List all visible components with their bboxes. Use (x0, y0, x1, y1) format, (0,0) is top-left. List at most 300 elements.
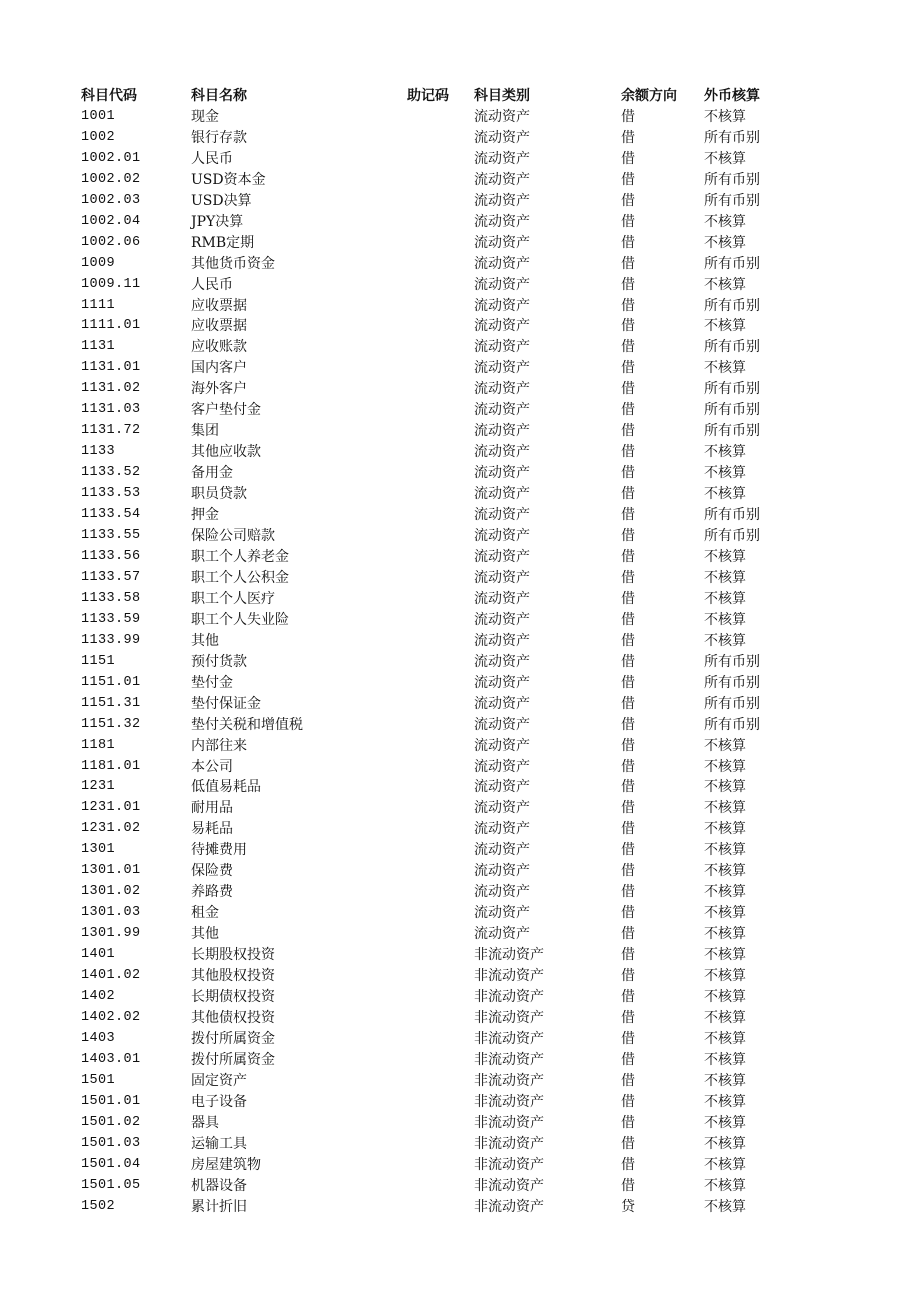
cell-balance-direction: 借 (621, 234, 635, 251)
cell-account-code: 1131 (81, 339, 116, 355)
cell-account-type: 非流动资产 (474, 1030, 544, 1047)
cell-account-name: 客户垫付金 (191, 402, 261, 419)
table-row (80, 1113, 920, 1134)
cell-account-type: 非流动资产 (474, 968, 544, 985)
cell-mnemonic (406, 610, 473, 631)
account-table (80, 86, 920, 1217)
cell-account-code: 1151.32 (81, 716, 141, 732)
cell-foreign-currency: 所有币别 (704, 255, 760, 272)
cell-account-code: 1002 (81, 129, 116, 145)
cell-mnemonic (406, 945, 473, 966)
cell-foreign-currency: 所有币别 (704, 129, 760, 146)
cell-foreign-currency: 所有币别 (704, 528, 760, 545)
cell-foreign-currency: 不核算 (704, 486, 746, 503)
table-row (80, 191, 920, 212)
cell-account-code: 1133.58 (81, 590, 141, 606)
cell-foreign-currency: 所有币别 (704, 339, 760, 356)
cell-balance-direction: 借 (621, 381, 635, 398)
table-row (80, 568, 920, 589)
cell-account-type: 流动资产 (474, 360, 530, 377)
cell-account-name: 保险公司赔款 (191, 528, 275, 545)
cell-account-name: 机器设备 (191, 1177, 247, 1194)
cell-balance-direction: 借 (621, 1072, 635, 1089)
table-row (80, 442, 920, 463)
cell-account-name: 其他货币资金 (191, 255, 275, 272)
cell-account-name: 预付货款 (191, 653, 247, 670)
cell-account-code: 1133.53 (81, 486, 141, 502)
cell-account-name: 应收票据 (191, 318, 247, 335)
cell-foreign-currency: 不核算 (704, 1177, 746, 1194)
cell-mnemonic (406, 1134, 473, 1155)
table-row (80, 358, 920, 379)
cell-foreign-currency: 不核算 (704, 779, 746, 796)
cell-account-name: 其他 (191, 926, 219, 943)
cell-account-name: 人民币 (191, 276, 233, 293)
cell-balance-direction: 借 (621, 947, 635, 964)
cell-account-name: 垫付金 (191, 674, 233, 691)
cell-account-type: 非流动资产 (474, 1156, 544, 1173)
table-row (80, 736, 920, 757)
cell-foreign-currency: 不核算 (704, 1051, 746, 1068)
cell-account-code: 1111.01 (81, 318, 141, 334)
cell-foreign-currency: 不核算 (704, 213, 746, 230)
cell-foreign-currency: 不核算 (704, 444, 746, 461)
cell-balance-direction: 借 (621, 779, 635, 796)
table-row (80, 1071, 920, 1092)
cell-account-name: 运输工具 (191, 1135, 247, 1152)
header-foreign-currency: 外币核算 (704, 88, 760, 104)
cell-account-code: 1131.02 (81, 381, 141, 397)
cell-balance-direction: 借 (621, 842, 635, 859)
cell-balance-direction: 借 (621, 988, 635, 1005)
cell-account-type: 流动资产 (474, 297, 530, 314)
cell-balance-direction: 借 (621, 129, 635, 146)
cell-balance-direction: 借 (621, 695, 635, 712)
table-row (80, 1197, 920, 1218)
table-row (80, 275, 920, 296)
cell-account-type: 流动资产 (474, 276, 530, 293)
cell-mnemonic (406, 757, 473, 778)
cell-account-code: 1002.03 (81, 192, 141, 208)
cell-balance-direction: 借 (621, 800, 635, 817)
cell-mnemonic (406, 1155, 473, 1176)
cell-balance-direction: 借 (621, 758, 635, 775)
cell-foreign-currency: 不核算 (704, 863, 746, 880)
cell-account-name: 其他债权投资 (191, 1009, 275, 1026)
cell-account-type: 流动资产 (474, 507, 530, 524)
table-row (80, 149, 920, 170)
cell-account-type: 流动资产 (474, 800, 530, 817)
table-row (80, 673, 920, 694)
table-row (80, 694, 920, 715)
cell-account-type: 流动资产 (474, 108, 530, 125)
cell-balance-direction: 借 (621, 905, 635, 922)
cell-account-name: 养路费 (191, 884, 233, 901)
table-row (80, 233, 920, 254)
header-row (80, 86, 920, 107)
cell-account-name: 低值易耗品 (191, 779, 261, 796)
cell-mnemonic (406, 254, 473, 275)
cell-balance-direction: 贷 (621, 1198, 635, 1215)
cell-account-code: 1131.72 (81, 423, 141, 439)
cell-balance-direction: 借 (621, 213, 635, 230)
cell-mnemonic (406, 337, 473, 358)
cell-balance-direction: 借 (621, 171, 635, 188)
cell-balance-direction: 借 (621, 297, 635, 314)
cell-account-code: 1403 (81, 1030, 116, 1046)
cell-mnemonic (406, 1029, 473, 1050)
cell-balance-direction: 借 (621, 884, 635, 901)
cell-foreign-currency: 不核算 (704, 821, 746, 838)
cell-account-name: 人民币 (191, 150, 233, 167)
cell-account-name: 职工个人失业险 (191, 611, 289, 628)
cell-foreign-currency: 不核算 (704, 1072, 746, 1089)
table-row (80, 337, 920, 358)
cell-account-code: 1301 (81, 842, 116, 858)
cell-account-code: 1402 (81, 988, 116, 1004)
table-row (80, 316, 920, 337)
cell-account-type: 流动资产 (474, 737, 530, 754)
cell-foreign-currency: 不核算 (704, 905, 746, 922)
cell-account-code: 1151 (81, 653, 116, 669)
table-row (80, 1176, 920, 1197)
cell-account-name: RMB定期 (191, 234, 255, 251)
cell-account-name: 职工个人公积金 (191, 569, 289, 586)
cell-foreign-currency: 不核算 (704, 548, 746, 565)
cell-account-type: 流动资产 (474, 779, 530, 796)
table-row (80, 212, 920, 233)
cell-foreign-currency: 所有币别 (704, 716, 760, 733)
cell-account-code: 1502 (81, 1198, 116, 1214)
cell-account-code: 1231.02 (81, 821, 141, 837)
table-body (80, 107, 920, 1218)
cell-account-name: 拨付所属资金 (191, 1051, 275, 1068)
cell-account-type: 流动资产 (474, 339, 530, 356)
cell-mnemonic (406, 505, 473, 526)
table-row (80, 757, 920, 778)
cell-account-name: 拨付所属资金 (191, 1030, 275, 1047)
cell-mnemonic (406, 694, 473, 715)
cell-account-type: 流动资产 (474, 381, 530, 398)
cell-balance-direction: 借 (621, 1156, 635, 1173)
cell-account-code: 1501.04 (81, 1156, 141, 1172)
cell-foreign-currency: 不核算 (704, 947, 746, 964)
cell-account-code: 1401.02 (81, 968, 141, 984)
cell-account-type: 流动资产 (474, 465, 530, 482)
cell-account-name: 长期债权投资 (191, 988, 275, 1005)
cell-account-type: 流动资产 (474, 821, 530, 838)
cell-account-type: 流动资产 (474, 653, 530, 670)
cell-balance-direction: 借 (621, 1030, 635, 1047)
cell-account-code: 1501 (81, 1072, 116, 1088)
cell-foreign-currency: 不核算 (704, 1156, 746, 1173)
cell-foreign-currency: 所有币别 (704, 674, 760, 691)
cell-account-code: 1403.01 (81, 1051, 141, 1067)
cell-mnemonic (406, 652, 473, 673)
cell-balance-direction: 借 (621, 1114, 635, 1131)
table-row (80, 882, 920, 903)
cell-account-code: 1133.59 (81, 611, 141, 627)
cell-account-type: 非流动资产 (474, 1114, 544, 1131)
cell-account-name: 垫付保证金 (191, 695, 261, 712)
cell-foreign-currency: 不核算 (704, 1093, 746, 1110)
header-account-type: 科目类别 (474, 88, 530, 104)
cell-foreign-currency: 不核算 (704, 360, 746, 377)
cell-account-type: 流动资产 (474, 444, 530, 461)
cell-account-code: 1133.57 (81, 569, 141, 585)
cell-account-name: 其他应收款 (191, 444, 261, 461)
cell-account-code: 1501.02 (81, 1114, 141, 1130)
cell-foreign-currency: 不核算 (704, 569, 746, 586)
cell-foreign-currency: 不核算 (704, 150, 746, 167)
cell-balance-direction: 借 (621, 507, 635, 524)
cell-foreign-currency: 所有币别 (704, 653, 760, 670)
cell-mnemonic (406, 840, 473, 861)
cell-account-type: 流动资产 (474, 213, 530, 230)
cell-account-code: 1301.01 (81, 863, 141, 879)
cell-mnemonic (406, 1008, 473, 1029)
table-row (80, 526, 920, 547)
cell-account-name: 应收账款 (191, 339, 247, 356)
cell-balance-direction: 借 (621, 737, 635, 754)
cell-mnemonic (406, 526, 473, 547)
cell-mnemonic (406, 107, 473, 128)
cell-account-name: 应收票据 (191, 297, 247, 314)
cell-balance-direction: 借 (621, 632, 635, 649)
cell-balance-direction: 借 (621, 528, 635, 545)
cell-account-code: 1002.01 (81, 150, 141, 166)
cell-account-code: 1131.01 (81, 360, 141, 376)
cell-mnemonic (406, 212, 473, 233)
table-row (80, 1134, 920, 1155)
table-row (80, 903, 920, 924)
cell-mnemonic (406, 547, 473, 568)
cell-mnemonic (406, 715, 473, 736)
cell-balance-direction: 借 (621, 402, 635, 419)
cell-mnemonic (406, 882, 473, 903)
table-row (80, 1155, 920, 1176)
cell-account-code: 1401 (81, 947, 116, 963)
cell-account-name: 职工个人养老金 (191, 548, 289, 565)
cell-mnemonic (406, 296, 473, 317)
cell-foreign-currency: 不核算 (704, 611, 746, 628)
table-row (80, 505, 920, 526)
cell-account-code: 1301.99 (81, 926, 141, 942)
cell-balance-direction: 借 (621, 821, 635, 838)
cell-foreign-currency: 所有币别 (704, 192, 760, 209)
cell-account-name: 海外客户 (191, 381, 247, 398)
account-sheet (0, 86, 920, 1217)
cell-account-code: 1151.01 (81, 674, 141, 690)
cell-balance-direction: 借 (621, 674, 635, 691)
cell-account-type: 流动资产 (474, 569, 530, 586)
table-row (80, 484, 920, 505)
table-row (80, 777, 920, 798)
cell-foreign-currency: 不核算 (704, 800, 746, 817)
cell-foreign-currency: 不核算 (704, 758, 746, 775)
cell-foreign-currency: 不核算 (704, 737, 746, 754)
cell-account-code: 1402.02 (81, 1009, 141, 1025)
cell-account-name: 现金 (191, 108, 219, 125)
cell-account-name: 本公司 (191, 758, 233, 775)
cell-account-type: 流动资产 (474, 402, 530, 419)
table-row (80, 819, 920, 840)
cell-balance-direction: 借 (621, 339, 635, 356)
cell-foreign-currency: 不核算 (704, 108, 746, 125)
cell-foreign-currency: 不核算 (704, 632, 746, 649)
cell-balance-direction: 借 (621, 611, 635, 628)
cell-account-type: 流动资产 (474, 528, 530, 545)
cell-balance-direction: 借 (621, 716, 635, 733)
table-row (80, 107, 920, 128)
cell-account-type: 流动资产 (474, 486, 530, 503)
cell-balance-direction: 借 (621, 968, 635, 985)
cell-mnemonic (406, 191, 473, 212)
cell-mnemonic (406, 358, 473, 379)
table-row (80, 715, 920, 736)
table-row (80, 861, 920, 882)
cell-foreign-currency: 所有币别 (704, 297, 760, 314)
cell-account-name: 易耗品 (191, 821, 233, 838)
cell-foreign-currency: 所有币别 (704, 423, 760, 440)
cell-account-code: 1231 (81, 779, 116, 795)
cell-account-name: 耐用品 (191, 800, 233, 817)
cell-mnemonic (406, 568, 473, 589)
cell-account-code: 1301.03 (81, 905, 141, 921)
cell-account-name: 内部往来 (191, 737, 247, 754)
cell-account-type: 非流动资产 (474, 1135, 544, 1152)
cell-account-type: 流动资产 (474, 171, 530, 188)
table-row (80, 652, 920, 673)
cell-account-name: 垫付关税和增值税 (191, 716, 303, 733)
cell-mnemonic (406, 379, 473, 400)
cell-account-code: 1133 (81, 444, 116, 460)
cell-foreign-currency: 不核算 (704, 1114, 746, 1131)
cell-account-type: 非流动资产 (474, 1093, 544, 1110)
cell-account-code: 1151.31 (81, 695, 141, 711)
cell-mnemonic (406, 463, 473, 484)
cell-account-code: 1009.11 (81, 276, 141, 292)
cell-foreign-currency: 不核算 (704, 1135, 746, 1152)
cell-account-code: 1133.52 (81, 465, 141, 481)
cell-mnemonic (406, 631, 473, 652)
cell-account-code: 1002.06 (81, 234, 141, 250)
cell-account-code: 1501.03 (81, 1135, 141, 1151)
cell-account-name: USD资本金 (191, 171, 266, 188)
cell-account-name: 房屋建筑物 (191, 1156, 261, 1173)
cell-account-type: 流动资产 (474, 905, 530, 922)
cell-account-type: 流动资产 (474, 716, 530, 733)
cell-account-name: 职工个人医疗 (191, 590, 275, 607)
cell-mnemonic (406, 924, 473, 945)
table-row (80, 631, 920, 652)
header-mnemonic: 助记码 (407, 88, 449, 104)
cell-account-name: 其他 (191, 632, 219, 649)
cell-account-type: 流动资产 (474, 590, 530, 607)
cell-balance-direction: 借 (621, 590, 635, 607)
cell-account-code: 1111 (81, 297, 116, 313)
cell-account-type: 流动资产 (474, 926, 530, 943)
cell-mnemonic (406, 233, 473, 254)
table-row (80, 1050, 920, 1071)
cell-account-type: 流动资产 (474, 842, 530, 859)
cell-balance-direction: 借 (621, 255, 635, 272)
cell-foreign-currency: 不核算 (704, 590, 746, 607)
cell-balance-direction: 借 (621, 1051, 635, 1068)
cell-mnemonic (406, 987, 473, 1008)
cell-account-type: 流动资产 (474, 884, 530, 901)
table-row (80, 170, 920, 191)
cell-account-name: 长期股权投资 (191, 947, 275, 964)
cell-balance-direction: 借 (621, 548, 635, 565)
cell-mnemonic (406, 861, 473, 882)
cell-account-type: 流动资产 (474, 758, 530, 775)
cell-account-code: 1133.99 (81, 632, 141, 648)
cell-account-name: 押金 (191, 507, 219, 524)
cell-account-name: 其他股权投资 (191, 968, 275, 985)
cell-balance-direction: 借 (621, 318, 635, 335)
cell-account-name: 待摊费用 (191, 842, 247, 859)
cell-account-name: 职员贷款 (191, 486, 247, 503)
cell-account-name: USD决算 (191, 192, 252, 209)
cell-foreign-currency: 所有币别 (704, 402, 760, 419)
cell-mnemonic (406, 1176, 473, 1197)
cell-account-code: 1002.04 (81, 213, 141, 229)
table-row (80, 296, 920, 317)
cell-foreign-currency: 所有币别 (704, 507, 760, 524)
cell-account-code: 1133.56 (81, 548, 141, 564)
cell-account-type: 流动资产 (474, 611, 530, 628)
cell-account-name: 累计折旧 (191, 1198, 247, 1215)
cell-balance-direction: 借 (621, 108, 635, 125)
cell-balance-direction: 借 (621, 276, 635, 293)
cell-account-code: 1181.01 (81, 758, 141, 774)
cell-foreign-currency: 所有币别 (704, 381, 760, 398)
cell-balance-direction: 借 (621, 150, 635, 167)
cell-mnemonic (406, 736, 473, 757)
cell-balance-direction: 借 (621, 863, 635, 880)
table-row (80, 966, 920, 987)
cell-mnemonic (406, 589, 473, 610)
table-row (80, 610, 920, 631)
cell-foreign-currency: 不核算 (704, 1198, 746, 1215)
cell-balance-direction: 借 (621, 653, 635, 670)
cell-balance-direction: 借 (621, 360, 635, 377)
cell-mnemonic (406, 128, 473, 149)
cell-account-name: JPY决算 (191, 213, 244, 230)
cell-account-type: 流动资产 (474, 863, 530, 880)
cell-account-type: 非流动资产 (474, 1051, 544, 1068)
cell-balance-direction: 借 (621, 1009, 635, 1026)
cell-foreign-currency: 不核算 (704, 234, 746, 251)
cell-account-type: 流动资产 (474, 129, 530, 146)
table-row (80, 945, 920, 966)
table-row (80, 547, 920, 568)
cell-foreign-currency: 不核算 (704, 276, 746, 293)
cell-mnemonic (406, 1113, 473, 1134)
cell-account-code: 1131.03 (81, 402, 141, 418)
cell-foreign-currency: 不核算 (704, 1030, 746, 1047)
table-row (80, 840, 920, 861)
cell-mnemonic (406, 1071, 473, 1092)
cell-balance-direction: 借 (621, 465, 635, 482)
cell-mnemonic (406, 819, 473, 840)
cell-account-name: 器具 (191, 1114, 219, 1131)
cell-mnemonic (406, 149, 473, 170)
cell-account-name: 集团 (191, 423, 219, 440)
cell-balance-direction: 借 (621, 926, 635, 943)
cell-foreign-currency: 不核算 (704, 465, 746, 482)
